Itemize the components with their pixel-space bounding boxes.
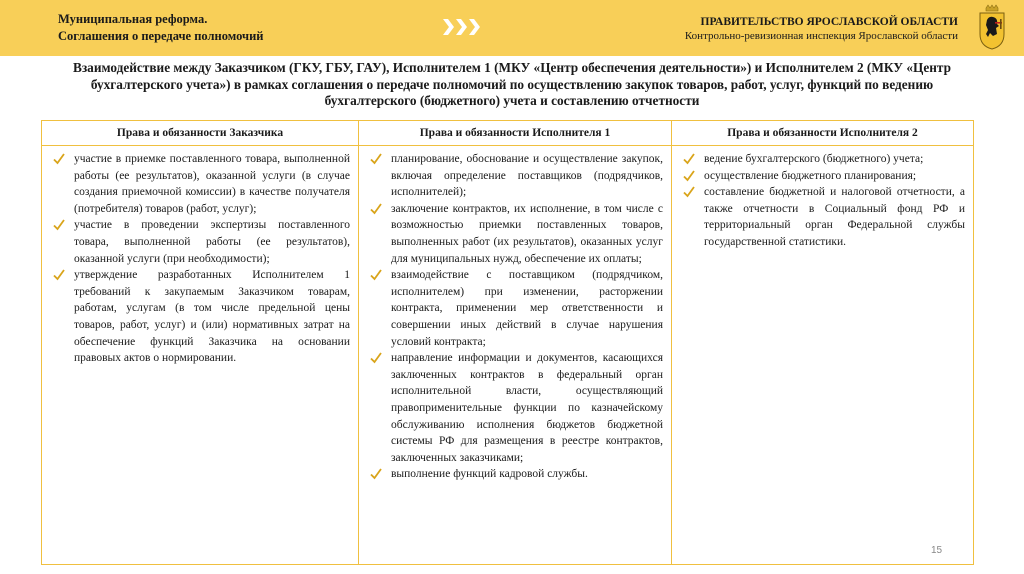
checkmark-bullet-icon xyxy=(370,466,382,482)
checkmark-bullet-icon xyxy=(370,350,382,366)
customer-duties-list xyxy=(50,151,350,367)
checkmark-bullet-icon xyxy=(370,201,382,217)
list-item-text: заключение контрактов, их исполнение, в том числе с возможностью приемки поставленных товаров, выполненных работ (их результатов), оказанных услуг для муниципальных нужд, обеспечение их оплаты; xyxy=(391,202,663,265)
list-item xyxy=(680,168,965,185)
list-item-text: направление информации и документов, касающихся заключенных контрактов в федеральный орган исполнительной власти, осуществляющий правоприменительные функции по казначейскому обслуживанию исполнения бюджетов бюджетной системы РФ для размещения в реестре контрактов, заключенных заказчиками; xyxy=(391,352,663,464)
list-item xyxy=(367,201,663,267)
checkmark-bullet-icon xyxy=(53,217,65,233)
section-title: Муниципальная реформа. xyxy=(58,12,208,26)
header-bar xyxy=(0,0,1024,56)
customer-duties-cell xyxy=(42,146,359,565)
list-item-text: утверждение разработанных Исполнителем 1 требований к закупаемым Заказчиком товарам, работам, услугам (в том числе предельной цены товаров, работ, услуг) и (или) нормативных затрат на обеспечение функций Заказчика на основании правовых актов о нормировании. xyxy=(74,269,350,365)
coat-of-arms-icon xyxy=(976,4,1008,50)
checkmark-bullet-icon xyxy=(683,168,695,184)
list-item-text: выполнение функций кадровой службы. xyxy=(391,468,588,481)
column-header-customer: Права и обязанности Заказчика xyxy=(42,121,359,146)
list-item xyxy=(50,217,350,267)
list-item xyxy=(50,151,350,217)
executor-2-duties-list xyxy=(680,151,965,251)
list-item xyxy=(50,267,350,367)
checkmark-bullet-icon xyxy=(683,151,695,167)
column-header-executor-1: Права и обязанности Исполнителя 1 xyxy=(359,121,672,146)
table-row xyxy=(42,146,974,565)
list-item-text: ведение бухгалтерского (бюджетного) учета; xyxy=(704,153,924,165)
list-item-text: осуществление бюджетного планирования; xyxy=(704,169,917,182)
list-item xyxy=(367,466,663,483)
list-item xyxy=(367,151,663,201)
list-item xyxy=(367,350,663,466)
section-heading xyxy=(58,11,263,45)
list-item-text: взаимодействие с поставщиком (подрядчиком, исполнителем) при изменении, расторжении контракта, применении мер ответственности и совершении иных действий в случае нарушения условий контракта; xyxy=(391,269,663,348)
responsibilities-table xyxy=(41,120,974,565)
checkmark-bullet-icon xyxy=(53,151,65,167)
list-item xyxy=(367,267,663,350)
table-header-row xyxy=(42,121,974,146)
list-item xyxy=(680,151,965,168)
executor-2-duties-cell xyxy=(672,146,974,565)
organization-block xyxy=(685,15,958,44)
government-name: ПРАВИТЕЛЬСТВО ЯРОСЛАВСКОЙ ОБЛАСТИ xyxy=(700,16,958,28)
list-item-text: планирование, обоснование и осуществление закупок, включая определение поставщиков (подрядчиков, исполнителей); xyxy=(391,153,663,199)
chevrons-icon xyxy=(443,17,481,37)
checkmark-bullet-icon xyxy=(370,151,382,167)
checkmark-bullet-icon xyxy=(53,267,65,283)
slide-title: Взаимодействие между Заказчиком (ГКУ, ГБУ, ГАУ), Исполнителем 1 (МКУ «Центр обеспечения деятельности») и Исполнителем 2 (МКУ «Центр бухгалтерского учета») в рамках соглашения о передаче полномочий по осуществлению закупок товаров, работ, услуг, функций по ведению бухгалтерского (бюджетного) учета и составлению отчетности xyxy=(72,60,952,108)
inspection-name: Контрольно-ревизионная инспекция Ярославской области xyxy=(684,30,958,42)
executor-1-duties-cell xyxy=(359,146,672,565)
checkmark-bullet-icon xyxy=(370,267,382,283)
list-item xyxy=(680,184,965,250)
list-item-text: составление бюджетной и налоговой отчетности, а также отчетности в Социальный фонд РФ и территориальный орган Федеральной службы государственной статистики. xyxy=(704,186,965,248)
section-subtitle: Соглашения о передаче полномочий xyxy=(58,29,264,43)
list-item-text: участие в проведении экспертизы поставленного товара, выполненной работы (ее результатов), оказанной услуги (при необходимости); xyxy=(74,219,350,265)
executor-1-duties-list xyxy=(367,151,663,483)
list-item-text: участие в приемке поставленного товара, выполненной работы (ее результатов), оказанной услуги (в случае создания приемочной комиссии) в качестве получателя (потребителя) товаров (работ, услуг); xyxy=(74,153,350,215)
page-number: 15 xyxy=(931,545,943,556)
checkmark-bullet-icon xyxy=(683,184,695,200)
column-header-executor-2: Права и обязанности Исполнителя 2 xyxy=(672,121,974,146)
